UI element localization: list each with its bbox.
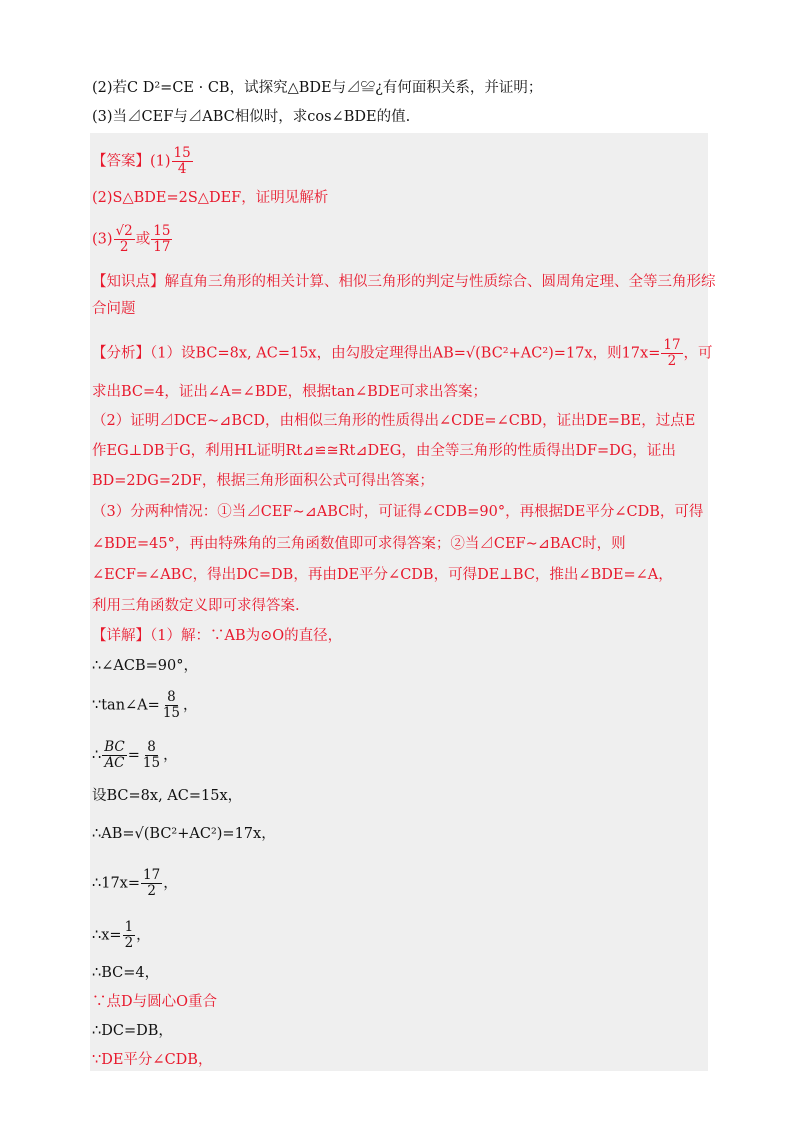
analysis-fraction: $\frac{17}{2}$: [663, 337, 681, 369]
analysis-line-1: 【分析】（1）设BC=8x, AC=15x，由勾股定理得出AB=√(BC²+AC²)=17x，则17x= $\frac{17}{2}$ ，可: [92, 337, 713, 369]
detail-step-6: ∴17x= $\frac{17}{2}$ ，: [92, 867, 178, 899]
answer-part-3: (3) $\frac{√2}{2}$ 或 $\frac{15}{17}$: [92, 223, 171, 255]
analysis-line-3: （2）证明⊿DCE∼⊿BCD，由相似三角形的性质得出∠CDE=∠CBD，证出DE=BE，过点E: [92, 413, 696, 429]
answer-3-fraction-b: $\frac{15}{17}$: [153, 223, 171, 255]
detail-step-3: ∴ $\frac{BC}{AC}$ = $\frac{8}{15}$ ，: [92, 739, 178, 771]
detail-step-5: ∴AB=√(BC²+AC²)=17x，: [92, 826, 276, 842]
detail-label: 【详解】（1）解：∵AB为⊙O的直径，: [92, 628, 343, 644]
answer-label: 【答案】: [92, 153, 150, 170]
analysis-line-4: 作EG⊥DB于G，利用HL证明Rt⊿≌≅Rt⊿DEG，由全等三角形的性质得出DF=DG，证出: [92, 443, 676, 459]
analysis-line-2: 求出BC=4，证出∠A=∠BDE，根据tan∠BDE可求出答案；: [92, 384, 488, 400]
answer-part-1: 【答案】(1) $\frac{15}{4}$: [92, 145, 191, 177]
analysis-line-7: ∠BDE=45°，再由特殊角的三角函数值即可求得答案；②当⊿CEF∼⊿BAC时，则: [92, 536, 626, 552]
question-part-3: (3)当⊿CEF与⊿ABC相似时，求cos∠BDE的值.: [92, 109, 411, 125]
knowledge-points-line-1: 【知识点】解直角三角形的相关计算、相似三角形的判定与性质综合、圆周角定理、全等三角形综: [92, 274, 716, 290]
analysis-line-5: BD=2DG=2DF，根据三角形面积公式可得出答案；: [92, 473, 434, 489]
analysis-line-6: （3）分两种情况：①当⊿CEF∼⊿ABC时，可证得∠CDB=90°，再根据DE平分∠CDB，可得: [92, 504, 704, 520]
analysis-line-8: ∠ECF=∠ABC，得出DC=DB，再由DE平分∠CDB，可得DE⊥BC，推出∠BDE=∠A，: [92, 567, 673, 583]
answer-3-fraction-a: $\frac{√2}{2}$: [115, 223, 133, 255]
analysis-line-9: 利用三角函数定义即可求得答案.: [92, 598, 300, 614]
detail-step-4: 设BC=8x, AC=15x，: [92, 788, 243, 804]
detail-step-10: ∴DC=DB，: [92, 1023, 173, 1039]
answer-1-fraction: $\frac{15}{4}$: [173, 145, 191, 177]
detail-step-2: ∵tan∠A= $\frac{8}{15}$ ，: [92, 689, 198, 721]
detail-step-7: ∴x= $\frac{1}{2}$ ，: [92, 919, 151, 951]
knowledge-points-line-2: 合问题: [92, 301, 136, 317]
detail-step-8: ∴BC=4，: [92, 965, 160, 981]
detail-step-1: ∴∠ACB=90°，: [92, 658, 198, 674]
detail-step-11: ∵DE平分∠CDB，: [92, 1052, 213, 1068]
answer-part-2: (2)S△BDE=2S△DEF，证明见解析: [92, 190, 329, 206]
question-part-2: (2)若C D²=CE · CB，试探究△BDE与⊿≌¿有何面积关系，并证明；: [92, 80, 543, 96]
detail-step-9: ∵点D与圆心O重合: [92, 994, 218, 1010]
